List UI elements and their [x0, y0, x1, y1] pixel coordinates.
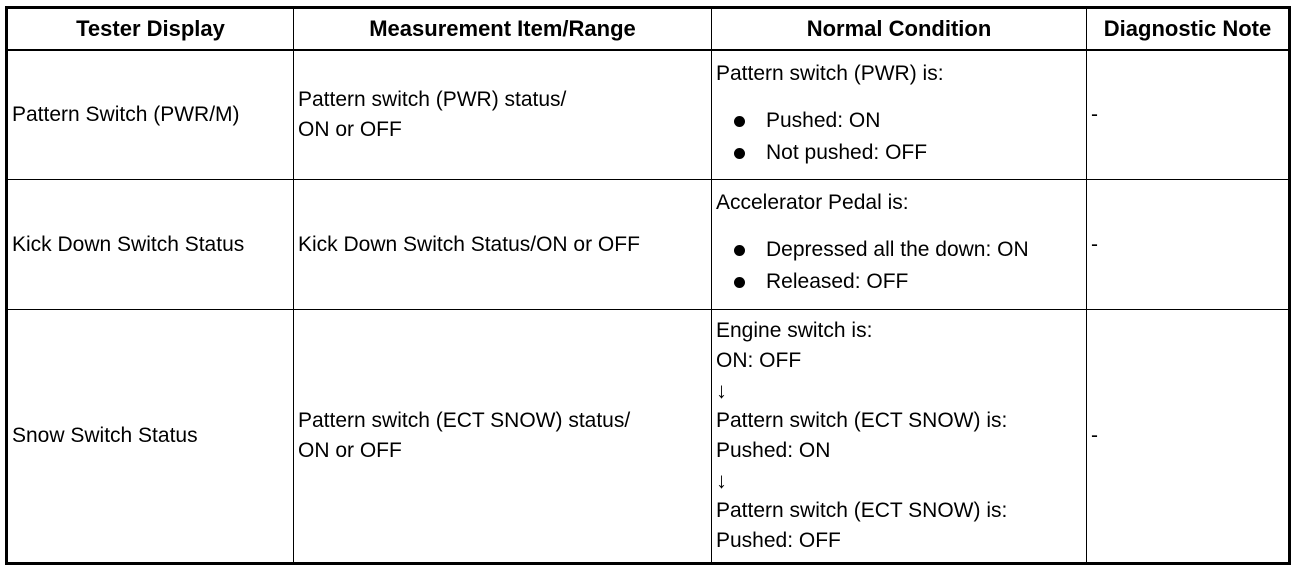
condition-line: Pattern switch (ECT SNOW) is:	[716, 409, 1008, 432]
header-row	[7, 8, 1290, 50]
list-item: Not pushed: OFF	[716, 137, 1082, 169]
condition-heading: Accelerator Pedal is:	[716, 191, 909, 214]
header-diagnostic-note: Diagnostic Note	[1087, 8, 1290, 50]
header-normal-condition: Normal Condition	[712, 8, 1087, 50]
condition-line: Engine switch is:	[716, 319, 873, 342]
normal-condition-cell	[712, 310, 1087, 564]
condition-list	[716, 105, 1082, 169]
diagnostic-data-table	[5, 6, 1291, 565]
table-row	[7, 50, 1290, 180]
condition-heading: Pattern switch (PWR) is:	[716, 61, 944, 85]
condition-line: Pattern switch (ECT SNOW) is:	[716, 499, 1008, 522]
condition-line: ON: OFF	[716, 349, 802, 372]
normal-condition-cell	[712, 50, 1087, 180]
tester-display-cell: Pattern Switch (PWR/M)	[7, 50, 294, 180]
measurement-text: Pattern switch (ECT SNOW) status/	[298, 409, 631, 432]
measurement-text: Pattern switch (PWR) status/	[298, 87, 567, 111]
table-row	[7, 180, 1290, 310]
measurement-range: ON or OFF	[298, 439, 402, 462]
bullet-icon	[734, 116, 745, 127]
bullet-icon	[734, 277, 745, 288]
measurement-cell	[294, 310, 712, 564]
bullet-icon	[734, 245, 745, 256]
tester-display-cell: Snow Switch Status	[7, 310, 294, 564]
diagnostic-note-cell: -	[1087, 50, 1290, 180]
list-item: Pushed: ON	[716, 105, 1082, 137]
condition-line: Pushed: OFF	[716, 529, 841, 552]
tester-display-cell: Kick Down Switch Status	[7, 180, 294, 310]
condition-list	[716, 234, 1082, 298]
list-item: Depressed all the down: ON	[716, 234, 1082, 266]
diagnostic-note-cell: -	[1087, 180, 1290, 310]
normal-condition-cell	[712, 180, 1087, 310]
condition-line: Pushed: ON	[716, 439, 831, 462]
list-item: Released: OFF	[716, 266, 1082, 298]
header-tester-display: Tester Display	[7, 8, 294, 50]
down-arrow-icon: ↓	[716, 468, 727, 493]
table-row	[7, 310, 1290, 564]
down-arrow-icon: ↓	[716, 378, 727, 403]
bullet-icon	[734, 148, 745, 159]
measurement-cell	[294, 180, 712, 310]
measurement-cell	[294, 50, 712, 180]
measurement-range: ON or OFF	[298, 117, 402, 141]
header-measurement-item-range: Measurement Item/Range	[294, 8, 712, 50]
diagnostic-note-cell: -	[1087, 310, 1290, 564]
measurement-text: Kick Down Switch Status/ON or OFF	[298, 232, 640, 256]
